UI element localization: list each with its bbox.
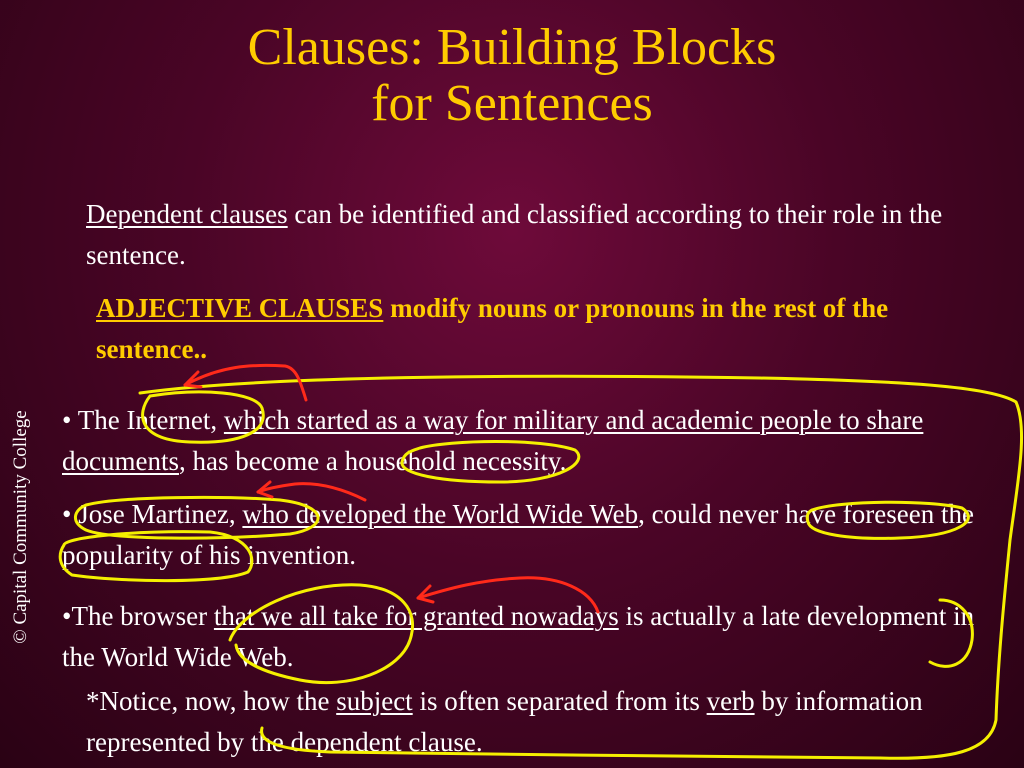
- notice-note: [86, 681, 1006, 763]
- bullet-suffix: , has become a household necessity.: [178, 446, 567, 476]
- adjective-clauses-text: modify nouns or pronouns in the rest of the sentence..: [96, 293, 889, 364]
- note-text: is often separated from its: [412, 686, 707, 716]
- verb-term: verb: [706, 686, 755, 716]
- example-bullet-2: [62, 494, 982, 576]
- bullet-prefix: • Jose Martinez,: [62, 499, 243, 529]
- dependent-clauses-term: Dependent clauses: [86, 199, 288, 229]
- adjective-clause: who developed the World Wide Web: [242, 499, 639, 529]
- slide-title: [0, 20, 1024, 132]
- example-bullet-1: [62, 400, 982, 482]
- intro-paragraph: [86, 194, 966, 276]
- red-arrow-1: [185, 365, 306, 400]
- note-text: by information represented by the dependent clause.: [86, 686, 923, 757]
- title-line-1: Clauses: Building Blocks: [247, 19, 777, 76]
- arrowhead-1: [185, 372, 201, 387]
- subject-term: subject: [336, 686, 413, 716]
- example-bullet-3: [62, 596, 1012, 678]
- intro-text: can be identified and classified according to their role in the sentence.: [86, 199, 943, 270]
- title-line-2: for Sentences: [371, 75, 653, 132]
- adjective-clauses-term: ADJECTIVE CLAUSES: [96, 293, 384, 323]
- note-text: *Notice, now, how the: [86, 686, 337, 716]
- bullet-suffix: is actually a late development in the World Wide Web.: [62, 601, 975, 672]
- adjective-clause: that we all take for granted nowadays: [213, 601, 619, 631]
- bullet-prefix: •The browser: [62, 601, 214, 631]
- adjective-clauses-definition: [96, 288, 976, 370]
- bullet-suffix: , could never have foreseen the popularity of his invention.: [62, 499, 974, 570]
- adjective-clause: which started as a way for military and academic people to share documents: [62, 405, 924, 476]
- bullet-prefix: • The Internet,: [62, 405, 224, 435]
- copyright-sidebar: © Capital Community College: [10, 410, 31, 644]
